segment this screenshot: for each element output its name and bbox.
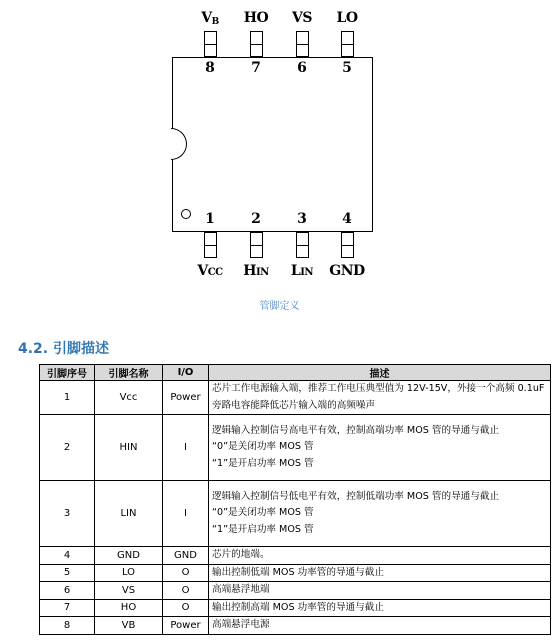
cell-pin-name: HIN [95, 415, 163, 481]
pin-label-6-main: VS [292, 10, 312, 26]
pin-number-8: 8 [205, 60, 215, 76]
pin-label-3-sub: IN [300, 267, 314, 278]
cell-description: 输出控制高端 MOS 功率管的导通与截止 [209, 599, 551, 617]
pin-diagram [0, 0, 559, 320]
cell-pin-name: HO [95, 599, 163, 617]
table-row [40, 582, 551, 600]
pin-number-6: 6 [297, 60, 307, 76]
pin-label-2 [236, 263, 276, 279]
pin-label-5-main: LO [336, 10, 358, 26]
cell-pin-number: 1 [40, 381, 95, 415]
pin-3-lead [296, 232, 309, 258]
table-row [40, 599, 551, 617]
pin-label-4-main: GND [329, 263, 365, 279]
header-pin-number: 引脚序号 [40, 365, 95, 381]
pin-label-1 [190, 263, 230, 279]
pin-label-7 [236, 10, 276, 26]
cell-description: 输出控制低端 MOS 功率管的导通与截止 [209, 564, 551, 582]
pin-number-4: 4 [342, 211, 352, 227]
pin-number-5: 5 [342, 60, 352, 76]
cell-pin-name: LO [95, 564, 163, 582]
pin-8-lead [204, 31, 217, 57]
cell-description [209, 415, 551, 481]
cell-pin-number: 5 [40, 564, 95, 582]
cell-description: 高端悬浮电源 [209, 617, 551, 635]
pin-label-3 [282, 263, 322, 279]
pin-number-1: 1 [205, 211, 215, 227]
pin-label-6 [282, 10, 322, 26]
pin-1-lead [204, 232, 217, 258]
pin-label-8-sub: B [211, 17, 219, 27]
table-row [40, 481, 551, 547]
table-row [40, 564, 551, 582]
pin-7-lead [250, 31, 263, 57]
pin-label-4 [327, 263, 367, 279]
cell-pin-number: 2 [40, 415, 95, 481]
pin-5-lead [341, 31, 354, 57]
cell-pin-number: 3 [40, 481, 95, 547]
table-row [40, 547, 551, 565]
cell-io: O [163, 564, 209, 582]
pin-2-lead [250, 232, 263, 258]
pin-number-7: 7 [251, 60, 261, 76]
pin-6-lead [296, 31, 309, 57]
description-line: “1”是开启功率 MOS 管 [212, 523, 314, 535]
cell-io: I [163, 481, 209, 547]
pin-label-2-sub: IN [255, 267, 269, 278]
description-line: “0”是关闭功率 MOS 管 [212, 441, 314, 453]
cell-pin-name: LIN [95, 481, 163, 547]
pin-label-3-main: L [290, 263, 301, 279]
cell-pin-number: 7 [40, 599, 95, 617]
section-title: 4.2. 引脚描述 [18, 341, 109, 357]
cell-pin-number: 4 [40, 547, 95, 565]
pin-label-1-sub: CC [207, 267, 223, 278]
chip-body [172, 57, 373, 232]
header-io: I/O [163, 365, 209, 381]
pin1-marker-dot [181, 209, 191, 219]
description-line: “1”是开启功率 MOS 管 [212, 457, 314, 469]
table-header-row [40, 365, 551, 381]
description-line: 逻辑输入控制信号低电平有效，控制低端功率 MOS 管的导通与截止 [212, 490, 500, 502]
diagram-caption: 管脚定义 [259, 301, 300, 312]
pin-label-8-main: V [201, 10, 212, 26]
cell-pin-number: 6 [40, 582, 95, 600]
cell-pin-name: VB [95, 617, 163, 635]
cell-io: GND [163, 547, 209, 565]
table-row [40, 617, 551, 635]
pin-label-2-main: H [243, 263, 256, 279]
cell-io: I [163, 415, 209, 481]
description-line: “0”是关闭功率 MOS 管 [212, 507, 314, 519]
cell-pin-name: VS [95, 582, 163, 600]
pin-label-7-main: HO [243, 10, 269, 26]
pin-description-table [39, 364, 551, 635]
table-row [40, 381, 551, 415]
pin-number-3: 3 [297, 211, 307, 227]
cell-description [209, 481, 551, 547]
cell-pin-number: 8 [40, 617, 95, 635]
cell-io: Power [163, 381, 209, 415]
table-row [40, 415, 551, 481]
pin-number-2: 2 [251, 211, 261, 227]
description-line: 逻辑输入控制信号高电平有效，控制高端功率 MOS 管的导通与截止 [212, 424, 500, 436]
chip-notch [171, 128, 187, 160]
cell-description: 芯片的地端。 [209, 547, 551, 565]
cell-pin-name: Vcc [95, 381, 163, 415]
pin-4-lead [341, 232, 354, 258]
header-pin-name: 引脚名称 [95, 365, 163, 381]
header-description: 描述 [209, 365, 551, 381]
cell-description: 高端悬浮地端 [209, 582, 551, 600]
cell-io: O [163, 599, 209, 617]
cell-description: 芯片工作电源输入端，推荐工作电压典型值为 12V-15V，外接一个高频 0.1uF 旁路电容能降低芯片输入端的高频噪声 [209, 381, 551, 415]
pin-label-5 [327, 10, 367, 26]
cell-io: O [163, 582, 209, 600]
cell-io: Power [163, 617, 209, 635]
pin-label-8 [190, 10, 230, 27]
pin-label-1-main: V [197, 263, 208, 279]
cell-pin-name: GND [95, 547, 163, 565]
